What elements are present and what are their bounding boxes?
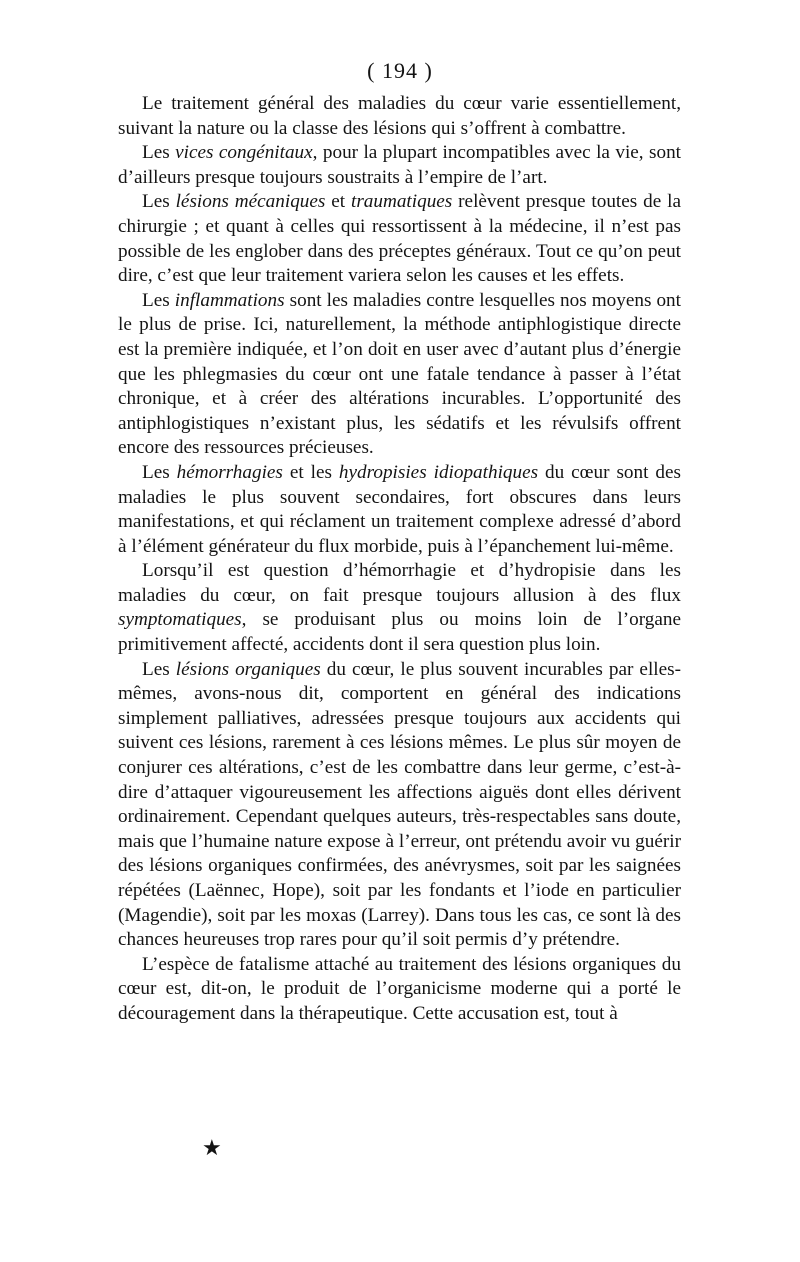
text-run: du cœur sont des maladies le plus souvent secondaires, fort obscures dans leurs manifestations, et qui réclament un traitement complexe adressé d’abord à l’élément générateur du flux morbide, puis à l’épanchement lui-même. (118, 461, 681, 557)
paragraph (118, 559, 681, 657)
paragraph (118, 658, 681, 953)
text-run: Le traitement général des maladies du cœur varie essentiellement, suivant la nature ou la classe des lésions qui s’offrent à combattre. (118, 93, 681, 139)
italic-term: hydropisies idiopathiques (338, 461, 539, 483)
text-run: Les (142, 658, 176, 680)
paragraph (118, 953, 681, 1027)
text-run: sont les maladies contre lesquelles nos moyens ont le plus de prise. Ici, naturellement, la méthode antiphlogistique directe est la première indiquée, et l’on doit en user avec d’autant plus d’énergie que les phlegmasies du cœur ont une fatale tendance à passer à l’état chronique, et à créer des altérations incurables. L’opportunité des antiphlogistiques n’existant plus, les sédatifs et les révulsifs offrent encore des ressources précieuses. (118, 289, 681, 459)
italic-term: traumatiques (351, 191, 453, 213)
italic-term: hémorrhagies (176, 461, 283, 483)
paragraph (118, 190, 681, 288)
text-run: , se produisant plus ou moins loin de l’organe primitivement affecté, accidents dont il sera question plus loin. (118, 609, 681, 656)
text-run: et les (282, 461, 339, 483)
text-run: relèvent presque toutes de la chirurgie ; et quant à celles qui ressortissent à la médecine, il n’est pas possible de les englober dans des préceptes généraux. Tout ce qu’on peut dire, c’est que leur traitement variera selon les causes et les effets. (118, 191, 681, 287)
italic-term: lésions mécaniques (175, 191, 326, 213)
text-run: et (325, 191, 351, 213)
italic-term: vices congénitaux (175, 142, 313, 164)
paragraph (118, 92, 681, 141)
italic-term: symptomatiques (118, 609, 242, 631)
text-run: Les (142, 142, 176, 164)
footer-star-mark: ★ (202, 1136, 222, 1161)
text-run: Lorsqu’il est question d’hémorrhagie et d’hydropisie dans les maladies du cœur, on fait presque toujours allusion à des flux (118, 560, 681, 606)
text-run: , pour la plupart incompatibles avec la vie, sont d’ailleurs presque toujours soustraits à l’empire de l’art. (118, 142, 681, 188)
page-number: ( 194 ) (367, 58, 433, 83)
paragraph (118, 461, 681, 559)
italic-term: inflammations (174, 289, 285, 311)
text-run: du cœur, le plus souvent incurables par elles-mêmes, avons-nous dit, comportent en général des indications simplement palliatives, adressées presque toujours aux accidents qui suivent ces lésions, rarement à ces lésions mêmes. Le plus sûr moyen de conjurer ces altérations, c’est de les combattre dans leur germe, c’est-à-dire d’attaquer vigoureusement les affections aiguës dont elles dérivent ordinairement. Cependant quelques auteurs, très-respectables sans doute, mais que l’humaine nature expose à l’erreur, ont prétendu avoir vu guérir des lésions organiques confirmées, des anévrysmes, soit par les saignées répétées (Laënnec, Hope), soit par les fondants et l’iode en particulier (Magendie), soit par les moxas (Larrey). Dans tous les cas, ce sont là des chances heureuses trop rares pour qu’il soit permis d’y prétendre. (118, 658, 681, 951)
text-run: Les (142, 461, 177, 483)
paragraph (118, 289, 681, 461)
text-run: Les (142, 289, 175, 311)
paragraph (118, 141, 681, 190)
text-run: Les (142, 191, 176, 213)
text-run: L’espèce de fatalisme attaché au traitement des lésions organiques du cœur est, dit-on, le produit de l’organicisme moderne qui a porté le découragement dans la thérapeutique. Cette accusation est, tout à (118, 953, 681, 1024)
body-text (118, 92, 681, 1027)
italic-term: lésions organiques (175, 658, 321, 680)
